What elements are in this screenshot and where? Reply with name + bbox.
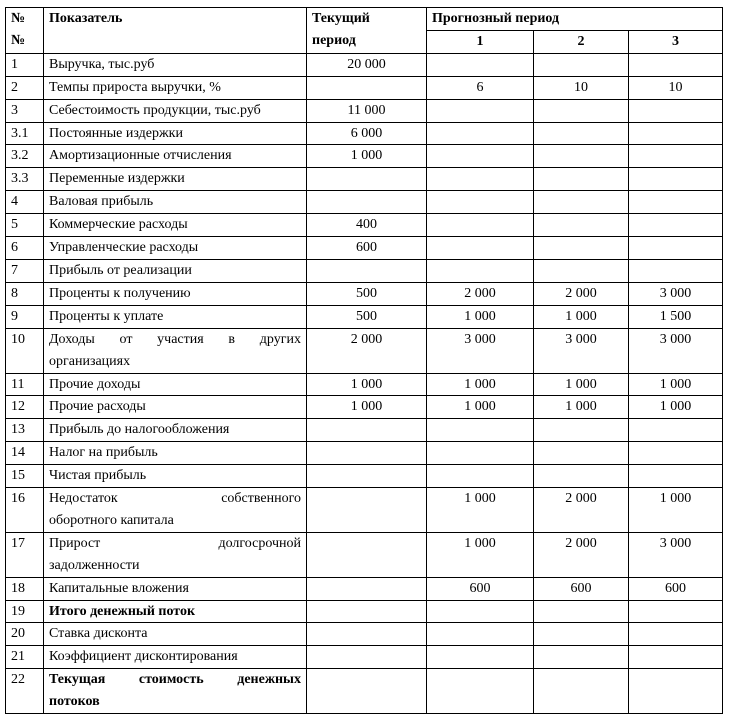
indicator-word: Текущая	[49, 672, 106, 688]
indicator-name-line1	[49, 533, 301, 555]
row-number: 4	[6, 191, 44, 214]
period-3-value: 1 500	[629, 305, 723, 328]
period-2-value: 3 000	[534, 328, 629, 373]
row-number: 20	[6, 623, 44, 646]
indicator-word: участия	[157, 331, 204, 347]
indicator-word: от	[119, 331, 133, 347]
table-row	[6, 99, 723, 122]
indicator-name: Налог на прибыль	[44, 442, 307, 465]
period-3-value	[629, 214, 723, 237]
period-3-value: 1 000	[629, 488, 723, 533]
period-2-value	[534, 99, 629, 122]
indicator-name-line1	[49, 669, 301, 691]
indicator-name: Себестоимость продукции, тыс.руб	[44, 99, 307, 122]
row-number: 18	[6, 577, 44, 600]
period-2-value	[534, 465, 629, 488]
period-1-value: 1 000	[427, 488, 534, 533]
table-row	[6, 419, 723, 442]
current-value	[307, 191, 427, 214]
indicator-name: Темпы прироста выручки, %	[44, 76, 307, 99]
indicator-name: Валовая прибыль	[44, 191, 307, 214]
indicator-word: денежных	[237, 672, 301, 688]
current-value	[307, 623, 427, 646]
period-1-value	[427, 419, 534, 442]
header-current-period	[307, 8, 427, 54]
table-row	[6, 259, 723, 282]
table-row	[6, 600, 723, 623]
period-1-value	[427, 465, 534, 488]
indicator-word: других	[259, 331, 301, 347]
current-value	[307, 419, 427, 442]
indicator-name: Постоянные издержки	[44, 122, 307, 145]
period-3-value: 1 000	[629, 373, 723, 396]
current-value	[307, 259, 427, 282]
period-1-value	[427, 259, 534, 282]
period-3-value: 3 000	[629, 532, 723, 577]
indicator-name: Коммерческие расходы	[44, 214, 307, 237]
period-1-value	[427, 623, 534, 646]
period-3-value	[629, 419, 723, 442]
table-body	[6, 53, 723, 713]
table-row	[6, 577, 723, 600]
period-3-value	[629, 99, 723, 122]
table-row	[6, 76, 723, 99]
row-number: 3	[6, 99, 44, 122]
current-value: 2 000	[307, 328, 427, 373]
table-row	[6, 53, 723, 76]
period-3-value	[629, 442, 723, 465]
table-row	[6, 145, 723, 168]
period-1-value	[427, 442, 534, 465]
indicator-name: Прибыль от реализации	[44, 259, 307, 282]
period-2-value	[534, 168, 629, 191]
period-1-value: 1 000	[427, 305, 534, 328]
current-value	[307, 532, 427, 577]
period-2-value	[534, 145, 629, 168]
indicator-name-line2: задолженности	[49, 557, 140, 573]
period-1-value	[427, 214, 534, 237]
indicator-name: Ставка дисконта	[44, 623, 307, 646]
period-3-value: 10	[629, 76, 723, 99]
period-3-value	[629, 600, 723, 623]
indicator-name: Выручка, тыс.руб	[44, 53, 307, 76]
indicator-name-line1	[49, 488, 301, 510]
period-2-value: 10	[534, 76, 629, 99]
row-number: 3.1	[6, 122, 44, 145]
table-row	[6, 122, 723, 145]
row-number: 19	[6, 600, 44, 623]
row-number: 3.2	[6, 145, 44, 168]
period-3-value	[629, 122, 723, 145]
period-1-value: 2 000	[427, 282, 534, 305]
period-3-value: 1 000	[629, 396, 723, 419]
table-row	[6, 282, 723, 305]
table-row	[6, 669, 723, 714]
current-value	[307, 600, 427, 623]
indicator-name	[44, 328, 307, 373]
current-value: 20 000	[307, 53, 427, 76]
current-value: 6 000	[307, 122, 427, 145]
table-row	[6, 328, 723, 373]
period-1-value: 6	[427, 76, 534, 99]
row-number: 15	[6, 465, 44, 488]
indicator-word: Доходы	[49, 331, 95, 347]
row-number: 11	[6, 373, 44, 396]
table-row	[6, 237, 723, 260]
indicator-name: Управленческие расходы	[44, 237, 307, 260]
header-number-line1: №	[11, 11, 26, 26]
row-number: 5	[6, 214, 44, 237]
header-period-3: 3	[629, 30, 723, 53]
period-2-value: 2 000	[534, 282, 629, 305]
current-value: 11 000	[307, 99, 427, 122]
period-3-value	[629, 669, 723, 714]
period-2-value: 2 000	[534, 488, 629, 533]
table-row	[6, 214, 723, 237]
row-number: 9	[6, 305, 44, 328]
current-value	[307, 465, 427, 488]
header-current-line1: Текущий	[312, 11, 370, 26]
period-3-value	[629, 465, 723, 488]
period-1-value: 3 000	[427, 328, 534, 373]
period-1-value	[427, 669, 534, 714]
period-1-value	[427, 646, 534, 669]
period-2-value	[534, 646, 629, 669]
row-number: 21	[6, 646, 44, 669]
indicator-word: Прирост	[49, 535, 101, 551]
indicator-name: Проценты к получению	[44, 282, 307, 305]
indicator-name-line1	[49, 329, 301, 351]
period-2-value	[534, 669, 629, 714]
period-3-value	[629, 259, 723, 282]
period-1-value	[427, 600, 534, 623]
row-number: 3.3	[6, 168, 44, 191]
table-row	[6, 168, 723, 191]
period-2-value: 1 000	[534, 396, 629, 419]
indicator-name-line2: организациях	[49, 353, 131, 369]
indicator-name: Переменные издержки	[44, 168, 307, 191]
indicator-name: Итого денежный поток	[44, 600, 307, 623]
row-number: 10	[6, 328, 44, 373]
period-2-value	[534, 122, 629, 145]
table-row	[6, 623, 723, 646]
period-2-value	[534, 419, 629, 442]
period-3-value: 600	[629, 577, 723, 600]
period-2-value	[534, 442, 629, 465]
header-row-1	[6, 8, 723, 31]
period-3-value	[629, 623, 723, 646]
period-3-value: 3 000	[629, 328, 723, 373]
indicator-name: Проценты к уплате	[44, 305, 307, 328]
indicator-name-line2: оборотного капитала	[49, 512, 174, 528]
current-value	[307, 76, 427, 99]
period-1-value: 1 000	[427, 396, 534, 419]
header-current-line2: период	[312, 32, 356, 48]
period-2-value: 1 000	[534, 373, 629, 396]
table-row	[6, 396, 723, 419]
indicator-word: собственного	[221, 491, 301, 507]
indicator-word: долгосрочной	[218, 535, 301, 551]
period-2-value	[534, 191, 629, 214]
indicator-name: Коэффициент дисконтирования	[44, 646, 307, 669]
period-1-value	[427, 99, 534, 122]
row-number: 6	[6, 237, 44, 260]
current-value	[307, 168, 427, 191]
period-2-value	[534, 600, 629, 623]
indicator-name	[44, 669, 307, 714]
current-value: 1 000	[307, 145, 427, 168]
header-indicator: Показатель	[44, 8, 307, 54]
table-row	[6, 373, 723, 396]
indicator-name-line2: потоков	[49, 694, 100, 710]
table-row	[6, 191, 723, 214]
current-value	[307, 646, 427, 669]
indicator-word: Недостаток	[49, 491, 118, 507]
row-number: 1	[6, 53, 44, 76]
current-value	[307, 442, 427, 465]
row-number: 17	[6, 532, 44, 577]
indicator-name	[44, 488, 307, 533]
current-value: 600	[307, 237, 427, 260]
table-row	[6, 305, 723, 328]
table-row	[6, 465, 723, 488]
header-period-2: 2	[534, 30, 629, 53]
current-value: 500	[307, 282, 427, 305]
table-row	[6, 646, 723, 669]
row-number: 2	[6, 76, 44, 99]
period-1-value	[427, 237, 534, 260]
indicator-word: стоимость	[138, 672, 204, 688]
period-1-value: 600	[427, 577, 534, 600]
row-number: 22	[6, 669, 44, 714]
current-value	[307, 669, 427, 714]
row-number: 16	[6, 488, 44, 533]
period-2-value	[534, 214, 629, 237]
header-number-line2: №	[11, 32, 26, 48]
indicator-name: Прибыль до налогообложения	[44, 419, 307, 442]
indicator-name	[44, 532, 307, 577]
period-1-value	[427, 191, 534, 214]
row-number: 8	[6, 282, 44, 305]
header-forecast-period: Прогнозный период	[427, 8, 723, 31]
table-row	[6, 442, 723, 465]
period-1-value: 1 000	[427, 373, 534, 396]
table-row	[6, 488, 723, 533]
period-1-value	[427, 145, 534, 168]
period-1-value	[427, 122, 534, 145]
current-value: 500	[307, 305, 427, 328]
current-value	[307, 577, 427, 600]
period-2-value: 2 000	[534, 532, 629, 577]
indicator-name: Капитальные вложения	[44, 577, 307, 600]
current-value	[307, 488, 427, 533]
period-3-value	[629, 646, 723, 669]
row-number: 12	[6, 396, 44, 419]
indicator-name: Прочие расходы	[44, 396, 307, 419]
indicator-word: в	[228, 331, 236, 347]
period-3-value	[629, 168, 723, 191]
period-3-value: 3 000	[629, 282, 723, 305]
financial-forecast-table	[5, 7, 723, 714]
current-value: 1 000	[307, 373, 427, 396]
period-3-value	[629, 191, 723, 214]
period-2-value	[534, 53, 629, 76]
period-3-value	[629, 53, 723, 76]
row-number: 7	[6, 259, 44, 282]
current-value: 400	[307, 214, 427, 237]
period-1-value: 1 000	[427, 532, 534, 577]
period-3-value	[629, 145, 723, 168]
indicator-name: Прочие доходы	[44, 373, 307, 396]
indicator-name: Амортизационные отчисления	[44, 145, 307, 168]
header-number	[6, 8, 44, 54]
current-value: 1 000	[307, 396, 427, 419]
row-number: 14	[6, 442, 44, 465]
period-3-value	[629, 237, 723, 260]
header-period-1: 1	[427, 30, 534, 53]
row-number: 13	[6, 419, 44, 442]
period-2-value	[534, 623, 629, 646]
period-1-value	[427, 53, 534, 76]
period-2-value: 1 000	[534, 305, 629, 328]
indicator-name: Чистая прибыль	[44, 465, 307, 488]
period-2-value	[534, 237, 629, 260]
table-row	[6, 532, 723, 577]
period-2-value: 600	[534, 577, 629, 600]
period-2-value	[534, 259, 629, 282]
period-1-value	[427, 168, 534, 191]
